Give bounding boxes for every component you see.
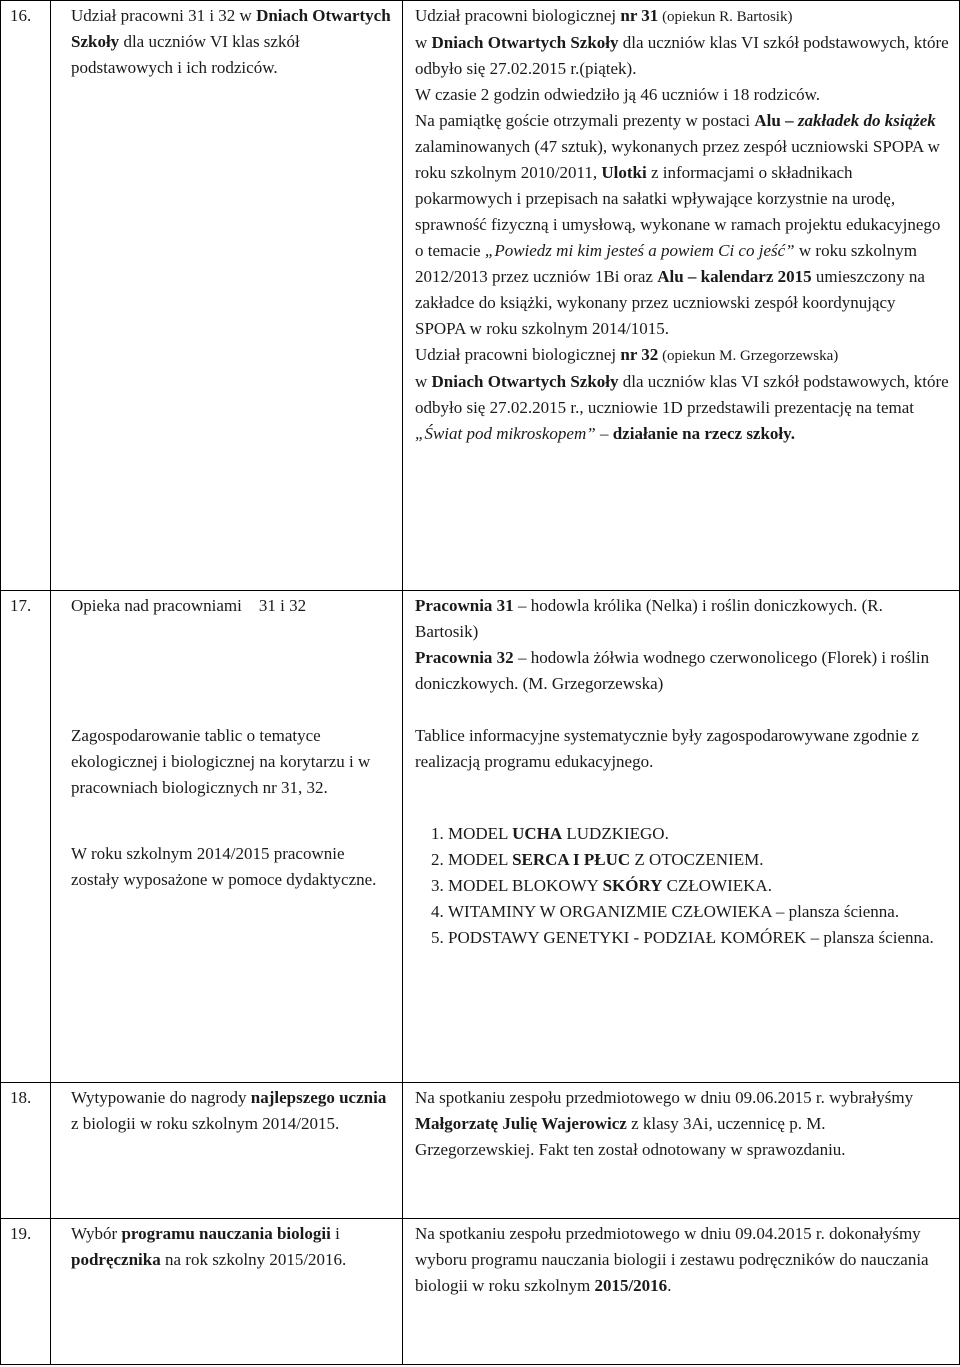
paragraph: W roku szkolnym 2014/2015 pracownie zostały wyposażone w pomoce dydaktyczne.: [71, 844, 377, 889]
text: dla uczniów klas VI szkół podstawowych, które odbyło się 27.02.2015 r., uczniowie 1D przedstawili prezentację na temat: [415, 372, 949, 417]
task-description: [51, 1219, 403, 1365]
text: z klasy 3Ai, uczennicę p. M. Grzegorzewskiej. Fakt ten został odnotowany w sprawozdaniu.: [415, 1114, 846, 1159]
paragraph: [415, 369, 949, 447]
text: dla uczniów VI klas szkół podstawowych i ich rodziców.: [71, 32, 300, 77]
text-bold: UCHA: [512, 824, 563, 843]
text-bold: Dniach Otwartych Szkoły: [431, 33, 619, 52]
list-item: [448, 847, 949, 873]
text: Wybór: [71, 1224, 122, 1243]
text-bold: SERCA I PŁUC: [512, 850, 631, 869]
text: (opiekun M. Grzegorzewska): [658, 348, 839, 364]
task-realization: [403, 1219, 960, 1365]
text: LUDZKIEGO.: [562, 824, 669, 843]
text-bold: podręcznika: [71, 1250, 161, 1269]
list-item: [448, 821, 949, 847]
paragraph: [415, 593, 949, 645]
text-bold: programu nauczania biologii: [121, 1224, 331, 1243]
text: i: [330, 1224, 340, 1243]
text-italic: „Świat pod mikroskopem”: [415, 424, 596, 443]
text: Z OTOCZENIEM.: [630, 850, 764, 869]
task-realization: [403, 1, 960, 591]
row-number: 16.: [1, 1, 51, 591]
list-item: [448, 925, 949, 951]
text-bold: Dniach Otwartych Szkoły: [431, 372, 619, 391]
text: i zestawu podręczników do nauczania biologii w roku szkolnym: [415, 1250, 929, 1295]
paragraph: Zagospodarowanie tablic o tematyce ekologicznej i biologicznej na korytarzu i w pracowniach biologicznych nr 31, 32.: [71, 726, 371, 797]
text: – hodowla królika (Nelka) i roślin doniczkowych. (R. Bartosik): [415, 596, 883, 641]
row-number: 17.: [1, 591, 51, 1083]
paragraph: [415, 645, 949, 697]
text-bold: Dniach Otwartych Szkoły: [71, 6, 391, 51]
text: WITAMINY W ORGANIZMIE CZŁOWIEKA – plansza ścienna.: [448, 902, 900, 921]
paragraph: Tablice informacyjne systematycznie były zagospodarowywane zgodnie z realizacją programu edukacyjnego.: [415, 726, 919, 771]
text: na rok szkolny 2015/2016.: [160, 1250, 347, 1269]
text: z biologii w roku szkolnym 2014/2015.: [71, 1114, 340, 1133]
text: w: [415, 372, 432, 391]
task-description: [51, 1083, 403, 1219]
text-bold: nr 31: [620, 6, 659, 25]
paragraph: Opieka nad pracowniami 31 i 32: [71, 596, 307, 615]
row-number: 19.: [1, 1219, 51, 1365]
task-description: [51, 591, 403, 1083]
table-row: [1, 591, 960, 1083]
text-italic: „Powiedz mi kim jesteś a powiem Ci co jeść”: [484, 241, 795, 260]
text: Udział pracowni 31 i 32 w: [71, 6, 257, 25]
text-bold: najlepszego ucznia: [250, 1088, 387, 1107]
text: – hodowla żółwia wodnego czerwonolicego (Florek) i roślin doniczkowych. (M. Grzegorzewska): [415, 648, 930, 693]
text-bold: Alu –: [754, 111, 794, 130]
row-number: 18.: [1, 1083, 51, 1219]
text: Udział pracowni biologicznej: [415, 6, 621, 25]
table-row: [1, 1083, 960, 1219]
text-bold: Pracownia 31: [415, 596, 514, 615]
text: w: [415, 33, 432, 52]
list-item: [448, 873, 949, 899]
text-bold: działanie na rzecz szkoły.: [612, 424, 795, 443]
text: PODSTAWY GENETYKI - PODZIAŁ KOMÓREK – plansza ścienna.: [448, 928, 934, 947]
paragraph: [415, 3, 949, 30]
text: dla uczniów klas VI szkół podstawowych, które odbyło się 27.02.2015 r.(piątek).: [415, 33, 949, 78]
paragraph: [415, 342, 949, 369]
text-bold-italic: zakładek do książek: [797, 111, 936, 130]
text: .: [667, 1276, 672, 1295]
text-bold: Małgorzatę Julię Wajerowicz: [415, 1114, 627, 1133]
text: Udział pracowni biologicznej: [415, 345, 621, 364]
table-row: [1, 1, 960, 591]
text: zalaminowanych (47 sztuk), wykonanych przez zespół uczniowski SPOPA w roku szkolnym 2010/2011,: [415, 137, 940, 182]
text-bold: nr 32: [620, 345, 659, 364]
text: (opiekun R. Bartosik): [658, 9, 793, 25]
text-bold: 2015/2016: [594, 1276, 668, 1295]
text: umieszczony na zakładce do książki, wykonany przez uczniowski zespół koordynujący SPOPA w roku szkolnym 2014/1015.: [415, 267, 925, 338]
text-bold: Ulotki: [601, 163, 647, 182]
text-bold: Pracownia 32: [415, 648, 514, 667]
text: CZŁOWIEKA.: [662, 876, 772, 895]
text: z informacjami o składnikach pokarmowych i przepisach na sałatki wpływające korzystnie na urodę, sprawność fizyczną i umysłową, wykonane w ramach projektu edukacyjnego o temacie: [415, 163, 941, 260]
text: MODEL: [448, 824, 513, 843]
text-bold: Alu – kalendarz 2015: [657, 267, 812, 286]
text: MODEL: [448, 850, 513, 869]
text: Na spotkaniu zespołu przedmiotowego w dniu 09.06.2015 r. wybrałyśmy: [415, 1088, 914, 1107]
text: w roku szkolnym 2012/2013 przez uczniów 1Bi oraz: [415, 241, 917, 286]
text: –: [595, 424, 613, 443]
text-bold: SKÓRY: [602, 876, 663, 895]
task-realization: [403, 1083, 960, 1219]
table-row: [1, 1219, 960, 1365]
text: Wytypowanie do nagrody: [71, 1088, 251, 1107]
text: Na pamiątkę goście otrzymali prezenty w postaci: [415, 111, 755, 130]
task-description: [51, 1, 403, 591]
task-realization: [403, 591, 960, 1083]
list-item: [448, 899, 949, 925]
paragraph: W czasie 2 godzin odwiedziło ją 46 uczniów i 18 rodziców.: [415, 85, 821, 104]
text: Na spotkaniu zespołu przedmiotowego w dniu 09.04.2015 r. dokonałyśmy wyboru programu nauczania biologii: [415, 1224, 921, 1269]
paragraph: [415, 30, 949, 82]
model-list: [415, 821, 949, 951]
text: MODEL BLOKOWY: [448, 876, 603, 895]
paragraph: [415, 108, 949, 342]
